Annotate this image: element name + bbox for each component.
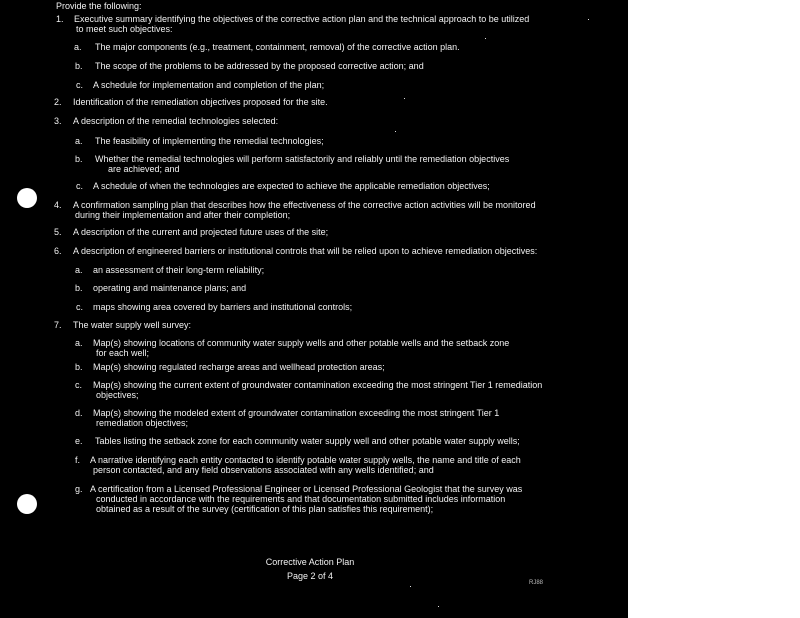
list-item-text: Map(s) showing regulated recharge areas and wellhead protection areas; (93, 362, 385, 372)
list-item-text: for each well; (96, 348, 150, 358)
list-item-text: A schedule of when the technologies are expected to achieve the applicable remediation objectives; (93, 181, 490, 191)
corner-mark: RJ88 (529, 580, 544, 586)
scan-speck (588, 19, 589, 20)
list-item-text: A description of the remedial technologies selected: (73, 116, 279, 126)
list-item-text: A certification from a Licensed Professional Engineer or Licensed Professional Geologist that the survey was (90, 484, 523, 494)
list-item-number: e. (75, 436, 83, 446)
list-item-text: The water supply well survey: (73, 320, 192, 330)
list-item-number: b. (75, 154, 83, 164)
list-item-number: 5. (54, 227, 62, 237)
list-item-text: an assessment of their long-term reliability; (93, 265, 265, 275)
list-item-text: are achieved; and (108, 164, 180, 174)
list-item-text: Executive summary identifying the objectives of the corrective action plan and the technical approach to be utilized (74, 14, 530, 24)
list-item-number: a. (75, 136, 83, 146)
binder-hole-top (17, 188, 37, 208)
list-item-text: Map(s) showing the modeled extent of groundwater contamination exceeding the most stringent Tier 1 (93, 408, 500, 418)
list-item-number: 2. (54, 97, 62, 107)
list-item-text: The feasibility of implementing the remedial technologies; (95, 136, 324, 146)
list-item-text: Tables listing the setback zone for each community water supply well and other potable water supply wells; (95, 436, 520, 446)
list-item-number: c. (76, 80, 84, 90)
list-item-text: conducted in accordance with the requirements and that documentation submitted includes information (96, 494, 506, 504)
list-item-text: Identification of the remediation objectives proposed for the site. (73, 97, 328, 107)
list-item-number: 6. (54, 246, 62, 256)
list-item-text: A narrative identifying each entity contacted to identify potable water supply wells, the name and title of each (90, 455, 521, 465)
list-item-text: A description of the current and projected future uses of the site; (73, 227, 329, 237)
footer-page-number: Page 2 of 4 (286, 571, 334, 581)
scan-speck (395, 131, 396, 132)
list-item-text: operating and maintenance plans; and (93, 283, 247, 293)
list-item-text: Map(s) showing the current extent of groundwater contamination exceeding the most stringent Tier 1 remediation (93, 380, 543, 390)
list-item-number: g. (75, 484, 83, 494)
list-item-text: The scope of the problems to be addressed by the proposed corrective action; and (95, 61, 424, 71)
list-item-text: during their implementation and after their completion; (75, 210, 291, 220)
binder-hole-bottom (17, 494, 37, 514)
footer-title: Corrective Action Plan (265, 557, 355, 567)
list-item-number: a. (74, 42, 82, 52)
scan-speck (438, 606, 439, 607)
list-item-text: The major components (e.g., treatment, containment, removal) of the corrective action plan. (95, 42, 460, 52)
list-item-text: A description of engineered barriers or institutional controls that will be relied upon to achieve remediation objectives: (73, 246, 538, 256)
scan-speck (485, 38, 486, 39)
list-item-number: a. (75, 265, 83, 275)
list-item-number: b. (75, 283, 83, 293)
list-item-number: 7. (54, 320, 62, 330)
list-item-number: 1. (56, 14, 64, 24)
list-item-number: 3. (54, 116, 62, 126)
scan-speck (410, 586, 411, 587)
list-item-number: f. (75, 455, 81, 465)
list-item-text: A schedule for implementation and completion of the plan; (93, 80, 325, 90)
list-item-number: c. (76, 181, 84, 191)
list-item-text: objectives; (96, 390, 139, 400)
list-item-text: Whether the remedial technologies will perform satisfactorily and reliably until the remediation objectives (95, 154, 510, 164)
intro-text: Provide the following: (56, 1, 142, 11)
list-item-text: A confirmation sampling plan that describes how the effectiveness of the corrective action activities will be monitored (73, 200, 536, 210)
list-item-number: c. (76, 302, 84, 312)
list-item-text: person contacted, and any field observations associated with any wells identified; and (93, 465, 434, 475)
list-item-text: obtained as a result of the survey (certification of this plan satisfies this requirement); (96, 504, 434, 514)
list-item-number: a. (75, 338, 83, 348)
list-item-number: c. (75, 380, 83, 390)
list-item-text: Map(s) showing locations of community water supply wells and other potable wells and the setback zone (93, 338, 510, 348)
list-item-number: b. (75, 362, 83, 372)
scan-speck (404, 98, 405, 99)
list-item-number: d. (75, 408, 83, 418)
list-item-text: maps showing area covered by barriers and institutional controls; (93, 302, 353, 312)
list-item-text: to meet such objectives: (76, 24, 173, 34)
list-item-text: remediation objectives; (96, 418, 189, 428)
list-item-number: b. (75, 61, 83, 71)
list-item-number: 4. (54, 200, 62, 210)
